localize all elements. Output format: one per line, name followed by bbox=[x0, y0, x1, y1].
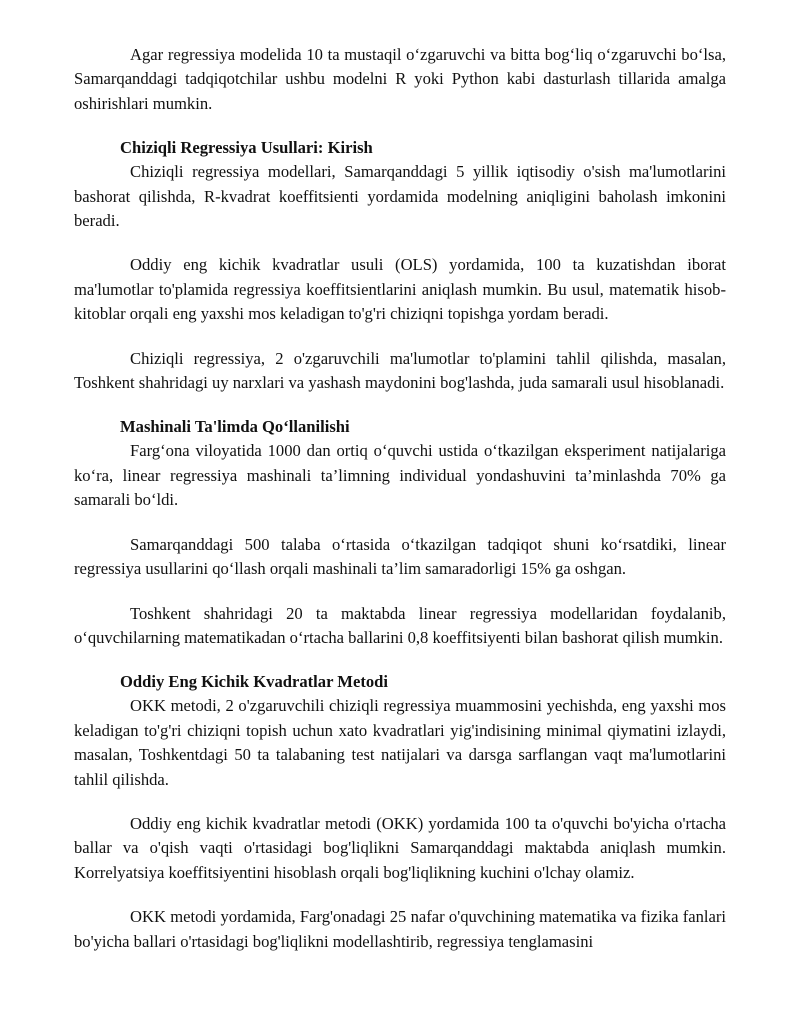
paragraph-okk-samarkand: Oddiy eng kichik kvadratlar metodi (OKK) yordamida 100 ta o'quvchi bo'yicha o'rtacha ballar va o'qish vaqti o'rtasidagi bog'liqlikni Samarqanddagi maktabda aniqlash mumkin. Korrelyatsiya koeffitsiyentini hisoblash orqali bog'liqlikning kuchini o'lchay olamiz. bbox=[74, 813, 726, 882]
heading-machine-learning: Mashinali Ta'limda Qo‘llanilishi bbox=[120, 417, 350, 437]
paragraph-linear-models: Chiziqli regressiya modellari, Samarqanddagi 5 yillik iqtisodiy o'sish ma'lumotlarini bashorat qilishda, R-kvadrat koeffitsienti yordamida modelning aniqligini baholash imkonini beradi. bbox=[74, 162, 726, 231]
paragraph-two-variable: Chiziqli regressiya, 2 o'zgaruvchili ma'lumotlar to'plamini tahlil qilishda, masalan, Toshkent shahridagi uy narxlari va yashash maydonini bog'lashda, juda samarali usul hisoblanadi. bbox=[74, 348, 726, 393]
paragraph-regression-intro: Agar regressiya modelida 10 ta mustaqil o‘zgaruvchi va bitta bog‘liq o‘zgaruvchi bo‘lsa, Samarqanddagi tadqiqotchilar ushbu modelni R yoki Python kabi dasturlash tillarida amalga oshirishlari mumkin. bbox=[74, 45, 726, 113]
paragraph-fergana-experiment: Farg‘ona viloyatida 1000 dan ortiq o‘quvchi ustida o‘tkazilgan eksperiment natijalariga ko‘ra, linear regressiya mashinali ta’limning individual yondashuvini ta’minlashda 70% ga samarali bo‘ldi. bbox=[74, 441, 726, 510]
heading-linear-regression-methods: Chiziqli Regressiya Usullari: Kirish bbox=[120, 138, 373, 158]
paragraph-okk-fergana: OKK metodi yordamida, Farg'onadagi 25 nafar o'quvchining matematika va fizika fanlari bo'yicha ballari o'rtasidagi bog'liqlikni modellashtirib, regressiya tenglamasini bbox=[74, 907, 726, 951]
heading-ols-method: Oddiy Eng Kichik Kvadratlar Metodi bbox=[120, 672, 388, 692]
document-page bbox=[74, 43, 726, 954]
paragraph-ols: Oddiy eng kichik kvadratlar usuli (OLS) yordamida, 100 ta kuzatishdan iborat ma'lumotlar to'plamida regressiya koeffitsientlarini aniqlash mumkin. Bu usul, matematik hisob-kitoblar orqali eng yaxshi mos keladigan to'g'ri chiziqni topishga yordam beradi. bbox=[74, 255, 726, 324]
paragraph-tashkent-schools: Toshkent shahridagi 20 ta maktabda linear regressiya modellaridan foydalanib, o‘quvchilarning matematikadan o‘rtacha ballarini 0,8 koeffitsiyenti bilan bashorat qilish mumkin. bbox=[74, 603, 726, 647]
paragraph-okk-method: OKK metodi, 2 o'zgaruvchili chiziqli regressiya muammosini yechishda, eng yaxshi mos keladigan to'g'ri chiziqni topish uchun xato kvadratlari yig'indisining minimal qiymatini izlaydi, masalan, Toshkentdagi 50 ta talabaning test natijalari va darsga sarflangan vaqt ma'lumotlarini tahlil qilishda. bbox=[74, 696, 726, 789]
paragraph-samarkand-study: Samarqanddagi 500 talaba o‘rtasida o‘tkazilgan tadqiqot shuni ko‘rsatdiki, linear regressiya usullarini qo‘llash orqali mashinali ta’lim samaradorligi 15% ga oshgan. bbox=[74, 534, 726, 579]
